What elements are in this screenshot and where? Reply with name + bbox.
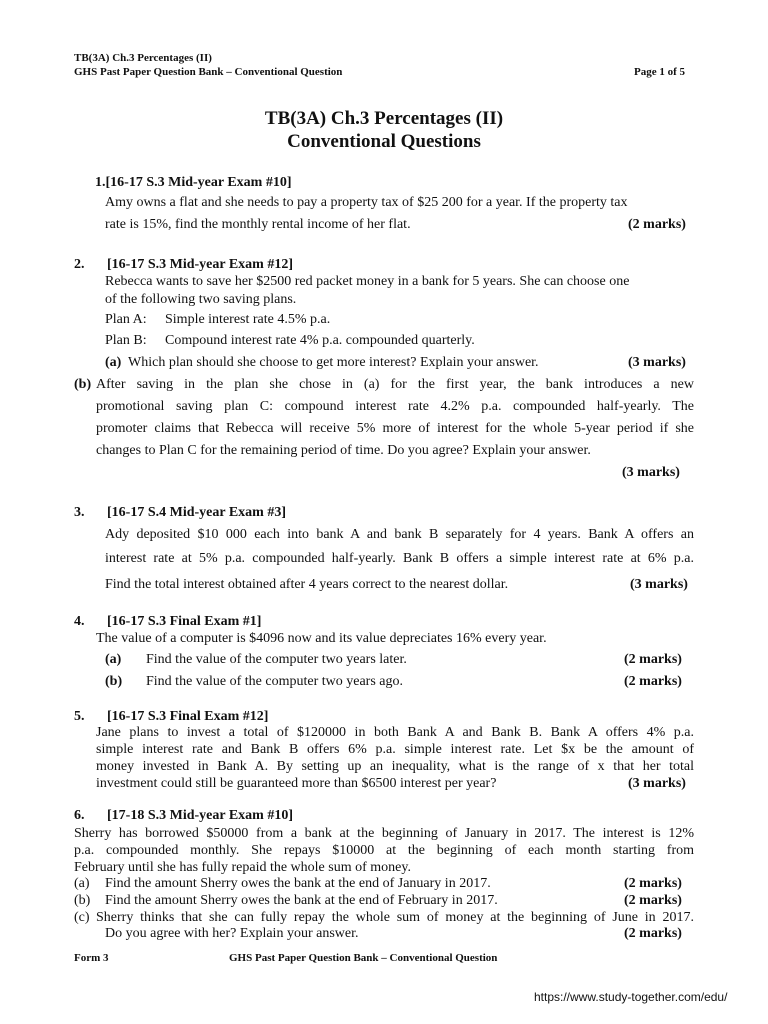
q3-line2: interest rate at 5% p.a. compounded half-yearly. Bank B offers a simple interest rate at 6% p.a.: [105, 551, 694, 566]
q3-heading: [16-17 S.4 Mid-year Exam #3]: [107, 505, 286, 520]
q2-planB-text: Compound interest rate 4% p.a. compounded quarterly.: [165, 333, 475, 348]
q3-marks: (3 marks): [630, 577, 688, 592]
q6-heading: [17-18 S.3 Mid-year Exam #10]: [107, 808, 293, 823]
q6c-line1: Sherry thinks that she can fully repay the whole sum of money at the beginning of June in 2017.: [96, 910, 694, 925]
q4-line1: The value of a computer is $4096 now and its value depreciates 16% every year.: [96, 631, 547, 646]
q4b-marks: (2 marks): [624, 674, 682, 689]
q5-number: 5.: [74, 709, 85, 724]
q6a-text: Find the amount Sherry owes the bank at the end of January in 2017.: [105, 876, 491, 891]
q6a-label: (a): [74, 876, 90, 891]
q3-number: 3.: [74, 505, 85, 520]
q1-marks: (2 marks): [628, 217, 686, 232]
source-url-link[interactable]: https://www.study-together.com/edu/: [534, 990, 728, 1004]
q2a-label: (a): [105, 355, 122, 370]
q6-line1: Sherry has borrowed $50000 from a bank at the beginning of January in 2017. The interest is 12%: [74, 826, 694, 841]
q3-line1: Ady deposited $10 000 each into bank A and bank B separately for 4 years. Bank A offers an: [105, 527, 694, 542]
footer-form: Form 3: [74, 952, 109, 964]
q5-marks: (3 marks): [628, 776, 686, 791]
q2-number: 2.: [74, 257, 85, 272]
q4a-marks: (2 marks): [624, 652, 682, 667]
q6-number: 6.: [74, 808, 85, 823]
q6c-label: (c): [74, 910, 90, 925]
q5-line2: simple interest rate and Bank B offers 6% p.a. simple interest rate. Let $x be the amount of: [96, 742, 694, 757]
q2-planA-label: Plan A:: [105, 312, 147, 327]
q2b-line3: promoter claims that Rebecca will receive 5% more of interest for the whole 5-year period if she: [96, 421, 694, 436]
q2b-label: (b): [74, 377, 92, 392]
page-number: Page 1 of 5: [634, 66, 686, 78]
q2a-text: Which plan should she choose to get more interest? Explain your answer.: [128, 355, 539, 370]
q3-line3: Find the total interest obtained after 4 years correct to the nearest dollar.: [105, 577, 509, 592]
q5-heading: [16-17 S.3 Final Exam #12]: [107, 709, 269, 724]
q2b-line1: After saving in the plan she chose in (a) for the first year, the bank introduces a new: [96, 377, 694, 392]
q4-number: 4.: [74, 614, 85, 629]
page-subtitle: Conventional Questions: [287, 131, 481, 152]
q6b-label: (b): [74, 893, 91, 908]
q6b-text: Find the amount Sherry owes the bank at the end of February in 2017.: [105, 893, 498, 908]
q2-planB-label: Plan B:: [105, 333, 147, 348]
page-title: TB(3A) Ch.3 Percentages (II): [264, 108, 504, 129]
q6-line3: February until she has fully repaid the whole sum of money.: [74, 860, 411, 875]
q4b-text: Find the value of the computer two years ago.: [146, 674, 403, 689]
q6c-marks: (2 marks): [624, 926, 682, 941]
q1-heading: 1.[16-17 S.3 Mid-year Exam #10]: [95, 175, 292, 190]
q6a-marks: (2 marks): [624, 876, 682, 891]
q5-line4: investment could still be guaranteed more than $6500 interest per year?: [96, 776, 497, 791]
q6-line2: p.a. compounded monthly. She repays $10000 at the beginning of each month starting from: [74, 843, 694, 858]
footer-title: GHS Past Paper Question Bank – Conventional Question: [229, 952, 498, 964]
q4a-label: (a): [105, 652, 122, 667]
q2-line1: Rebecca wants to save her $2500 red packet money in a bank for 5 years. She can choose one: [105, 274, 630, 289]
q4-heading: [16-17 S.3 Final Exam #1]: [107, 614, 262, 629]
q4a-text: Find the value of the computer two years later.: [146, 652, 407, 667]
q2-planA-text: Simple interest rate 4.5% p.a.: [165, 312, 331, 327]
q2b-marks: (3 marks): [622, 465, 680, 480]
q5-line1: Jane plans to invest a total of $120000 in both Bank A and Bank B. Bank A offers 4% p.a.: [96, 725, 694, 740]
q6c-line2: Do you agree with her? Explain your answer.: [105, 926, 359, 941]
q2a-marks: (3 marks): [628, 355, 686, 370]
q2b-line4: changes to Plan C for the remaining period of time. Do you agree? Explain your answer.: [96, 443, 591, 458]
q2-heading: [16-17 S.3 Mid-year Exam #12]: [107, 257, 293, 272]
header-subtitle: GHS Past Paper Question Bank – Conventional Question: [74, 66, 343, 78]
header-chapter: TB(3A) Ch.3 Percentages (II): [74, 52, 212, 64]
q6b-marks: (2 marks): [624, 893, 682, 908]
q1-line2: rate is 15%, find the monthly rental income of her flat.: [105, 217, 411, 232]
q4b-label: (b): [105, 674, 123, 689]
q1-line1: Amy owns a flat and she needs to pay a property tax of $25 200 for a year. If the property tax: [105, 195, 628, 210]
q5-line3: money invested in Bank A. By setting up an inequality, what is the range of x that her total: [96, 759, 694, 774]
q2-line2: of the following two saving plans.: [105, 292, 297, 307]
q2b-line2: promotional saving plan C: compound interest rate 4.2% p.a. compounded half-yearly. The: [96, 399, 694, 414]
